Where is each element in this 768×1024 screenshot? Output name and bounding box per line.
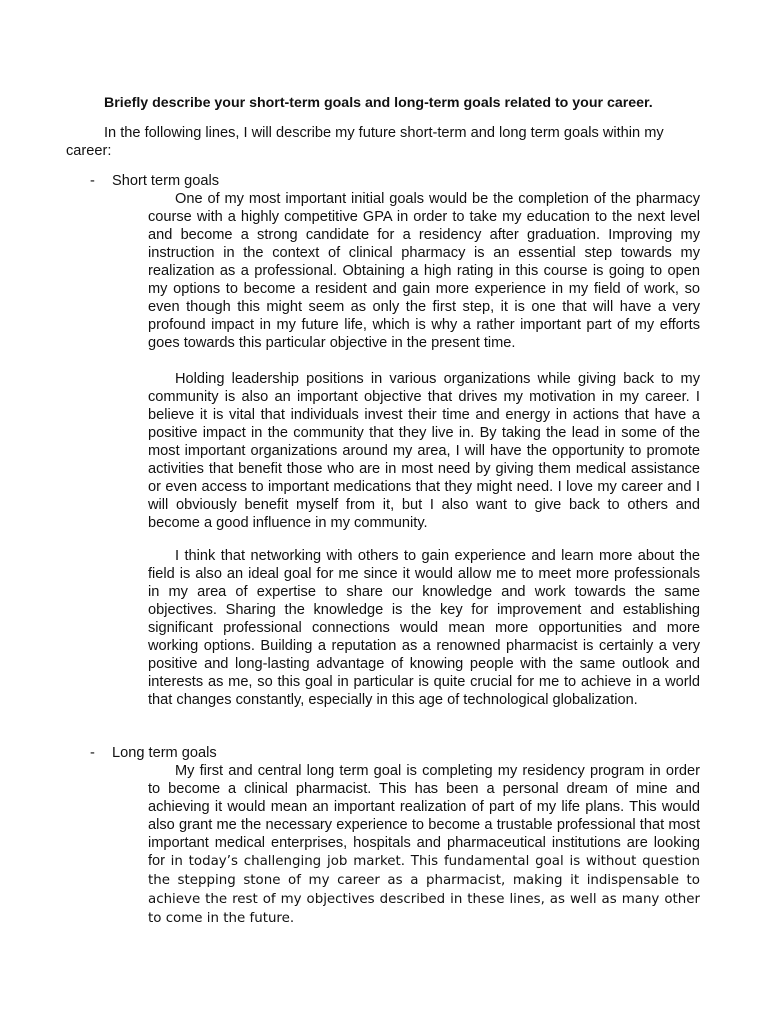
long-term-heading — [90, 744, 217, 762]
short-term-paragraph-1: One of my most important initial goals would be the completion of the pharmacy course with a highly competitive GPA in order to take my education to the next level and become a strong candidate for a residency after graduation. Improving my instruction in the context of clinical pharmacy is an essential step towards my realization as a professional. Obtaining a high rating in this course is going to open my options to become a resident and gain more experience in my field of work, so even though this might seem as only the first step, it is one that will have a very profound impact in my future life, which is why a rather important part of my efforts goes towards this particular objective in the present time. — [148, 191, 700, 351]
bullet-dash: - — [90, 173, 95, 189]
long-term-paragraph-start: My first and central long term goal is completing my residency program in order to become a clinical pharmacist. This has been a personal dream of mine and achieving it would mean an important realization of part of my life plans. This would also grant me the necessary experience to become a trustable professional that most important medical enterprises, hospitals and pharmaceutical institutions are looking for — [148, 763, 700, 869]
intro-paragraph — [66, 124, 706, 160]
long-term-paragraph-rest: in today’s challenging job market. This fundamental goal is without question the stepping stone of my career as a pharmacist, making it indispensable to achieve the rest of my objectives described in these lines, as well as many other to come in the future. — [148, 854, 700, 926]
short-term-paragraph-2: Holding leadership positions in various organizations while giving back to my community is also an important objective that drives my motivation in my career. I believe it is vital that individuals invest their time and energy in actions that have a positive impact in the community that they live in. By taking the lead in some of the most important organizations around my area, I will have the opportunity to promote activities that benefit those who are in most need by giving them medical assistance or even access to important medications that they might need. I love my career and I will obviously benefit myself from it, but I also want to give back to others and become a good influence in my community. — [148, 371, 700, 531]
short-term-heading — [90, 172, 219, 190]
document-title: Briefly describe your short-term goals and long-term goals related to your career. — [104, 95, 653, 111]
long-term-paragraph — [148, 762, 700, 928]
long-term-heading-text: Long term goals — [112, 745, 217, 761]
intro-text: In the following lines, I will describe my future short-term and long term goals within my career: — [66, 125, 664, 159]
short-term-paragraph-3: I think that networking with others to gain experience and learn more about the field is also an ideal goal for me since it would allow me to meet more professionals in my area of expertise to share our knowledge and work towards the same objectives. Sharing the knowledge is the key for improvement and establishing significant professional connections would mean more opportunities and more working options. Building a reputation as a renowned pharmacist is certainly a very positive and long-lasting advantage of knowing people with the same outlook and interests as me, so this goal in particular is quite crucial for me to achieve in a world that changes constantly, especially in this age of technological globalization. — [148, 548, 700, 708]
short-term-heading-text: Short term goals — [112, 173, 220, 189]
bullet-dash: - — [90, 745, 95, 761]
